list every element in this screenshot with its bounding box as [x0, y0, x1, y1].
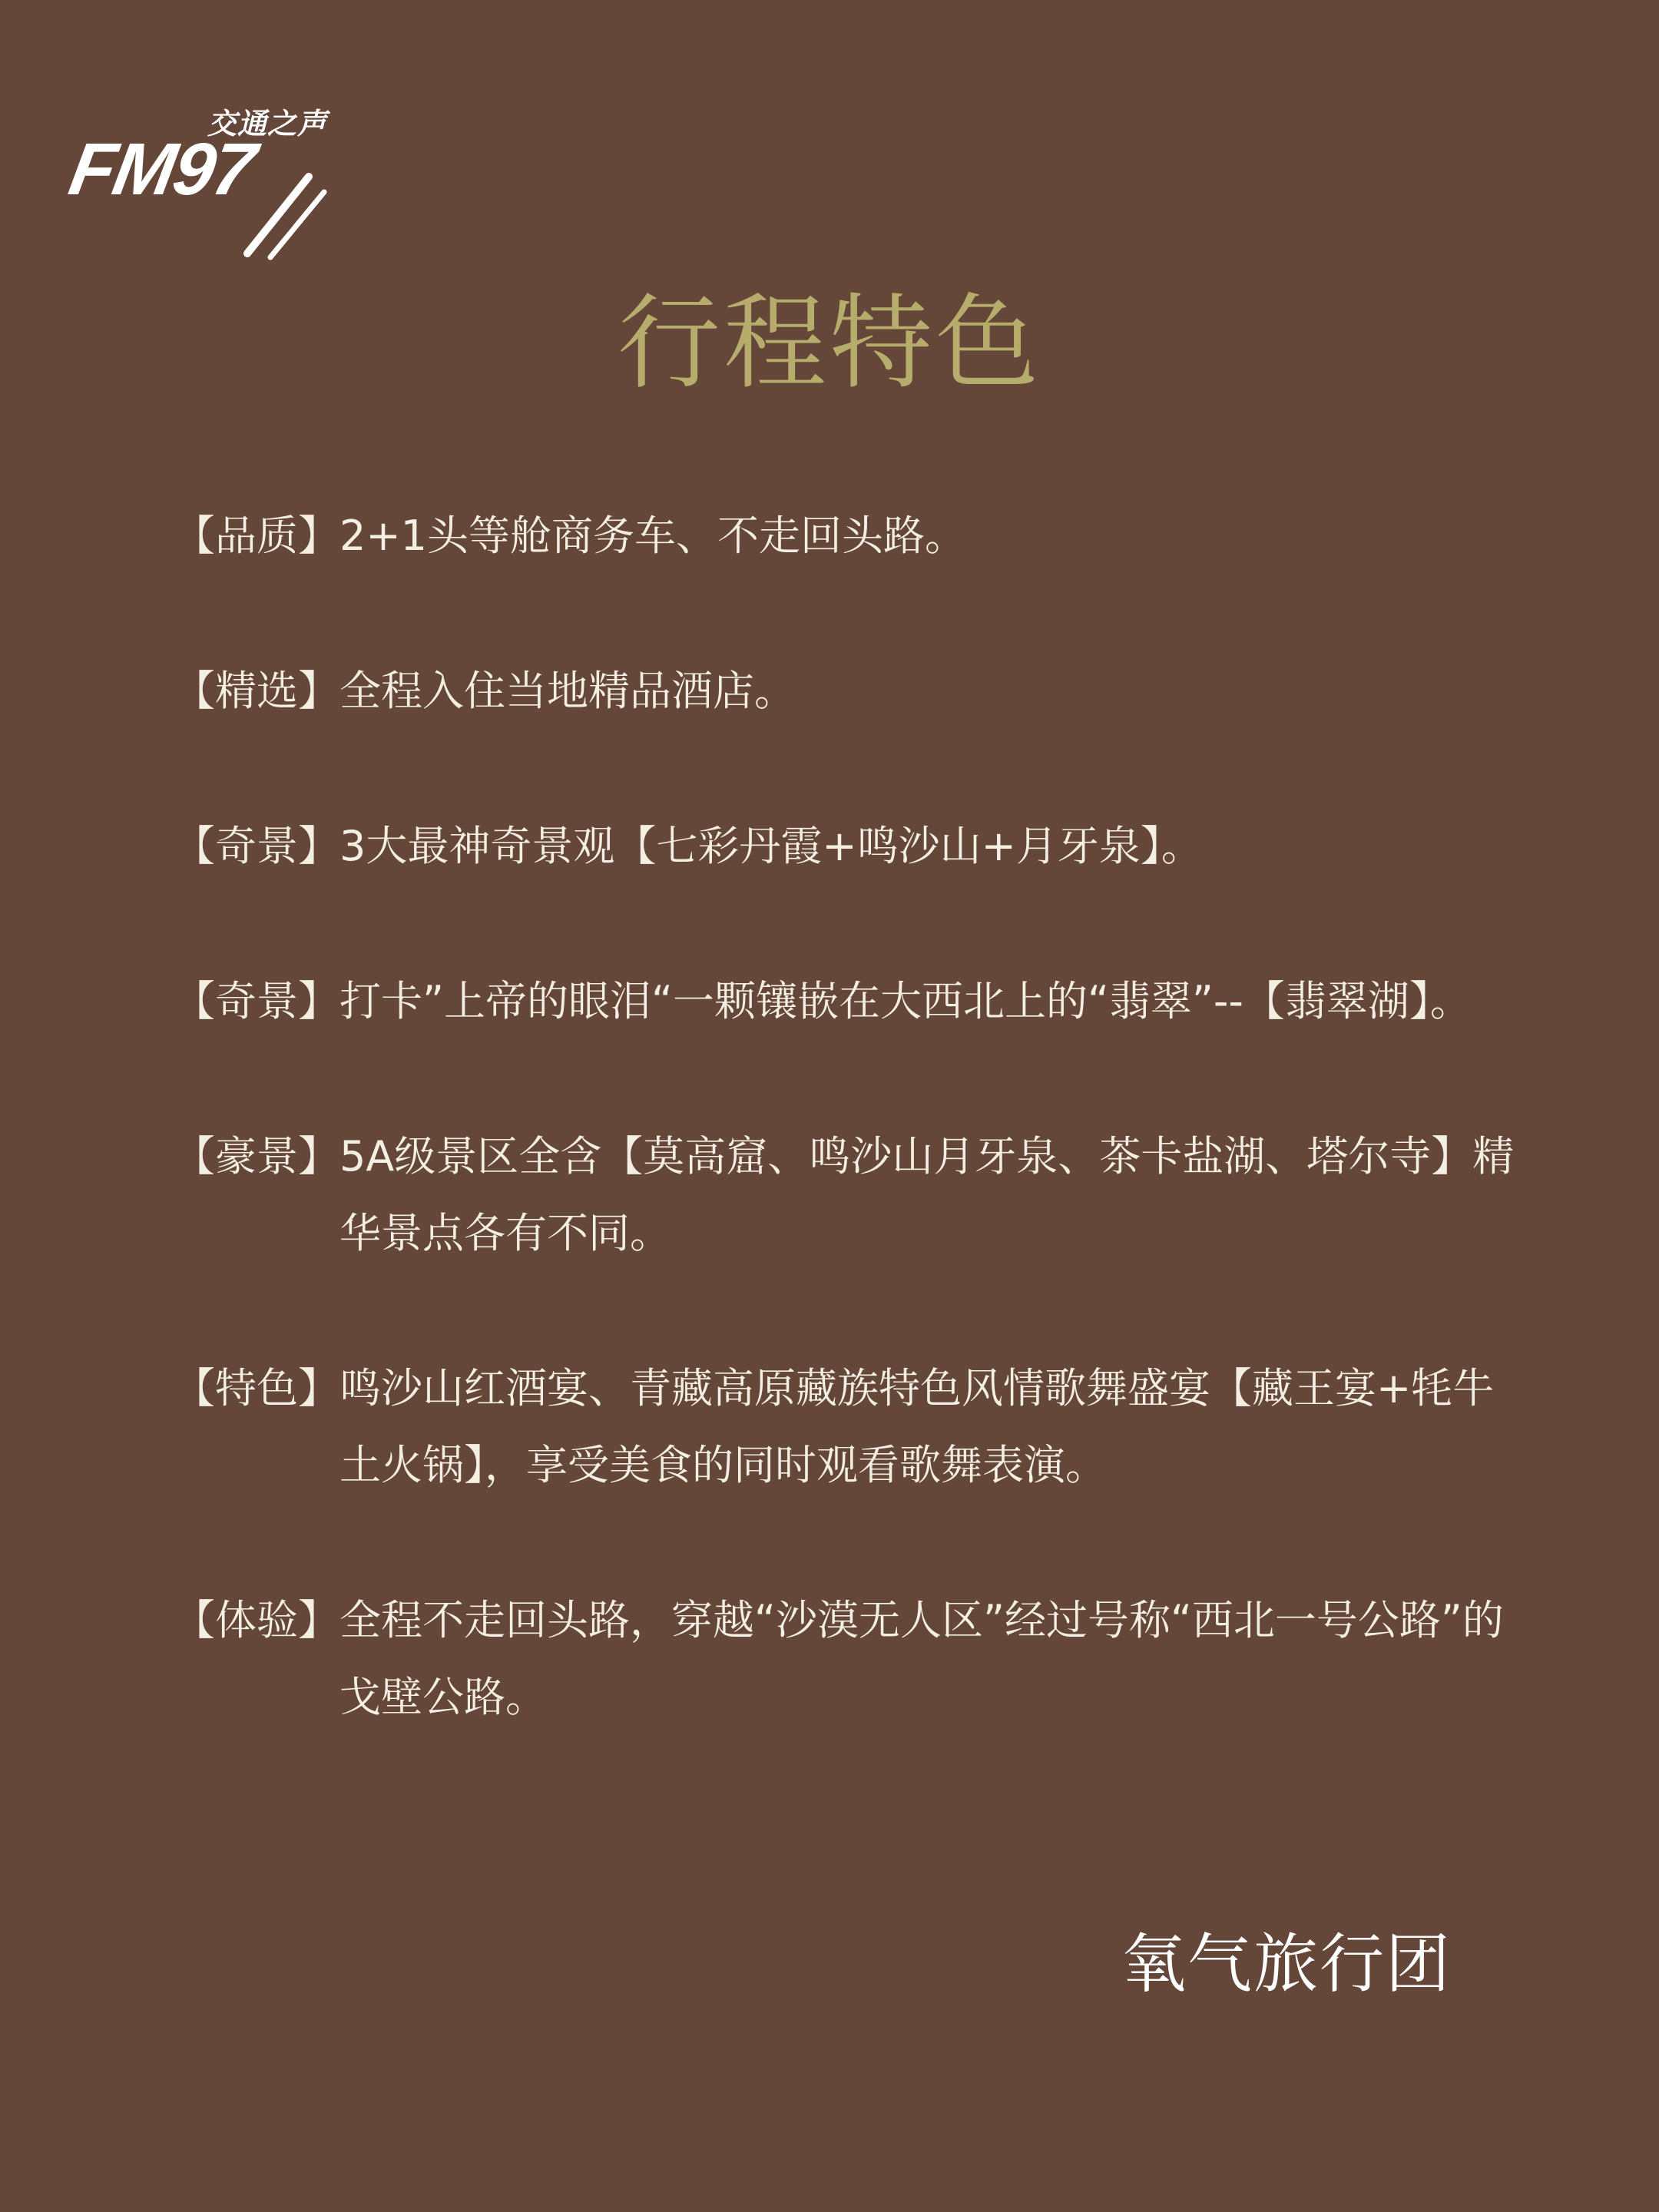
feature-text: 5A级景区全含【莫高窟、鸣沙山月牙泉、茶卡盐湖、塔尔寺】精华景点各有不同。: [339, 1132, 1515, 1257]
feature-item-quality: [174, 498, 1525, 575]
feature-list: [174, 498, 1525, 1814]
feature-tag: 【豪景】: [174, 1132, 339, 1181]
feature-text: 全程入住当地精品酒店。: [339, 667, 796, 715]
logo-wordmark: FM97: [63, 128, 260, 210]
feature-text: 打卡”上帝的眼泪“一颗镶嵌在大西北上的“翡翠”--【翡翠湖】。: [339, 977, 1472, 1025]
feature-item-emerald-lake: [174, 963, 1525, 1040]
fm97-logo-icon: [217, 146, 332, 261]
tour-group-signature: 氧气旅行团: [1121, 1926, 1452, 2002]
feature-tag: 【奇景】: [174, 822, 339, 870]
feature-text: 鸣沙山红酒宴、青藏高原藏族特色风情歌舞盛宴【藏王宴+牦牛土火锅】，享受美食的同时观看歌舞表演。: [339, 1364, 1495, 1489]
feature-item-wonder-scenery: [174, 808, 1525, 885]
logo-subtitle: 交通之声: [207, 107, 328, 141]
feature-tag: 【奇景】: [174, 977, 339, 1025]
feature-text: 全程不走回头路，穿越“沙漠无人区”经过号称“西北一号公路”的戈壁公路。: [339, 1596, 1504, 1721]
feature-item-5a-scenic: [174, 1118, 1525, 1272]
feature-tag: 【精选】: [174, 667, 339, 715]
feature-tag: 【品质】: [174, 512, 339, 560]
feature-tag: 【特色】: [174, 1364, 339, 1412]
fm97-logo: [63, 100, 332, 253]
page-title: 行程特色: [617, 283, 1041, 403]
feature-item-experience: [174, 1582, 1525, 1736]
feature-text: 3大最神奇景观【七彩丹霞+鸣沙山+月牙泉】。: [339, 822, 1203, 870]
feature-item-special-feast: [174, 1350, 1525, 1504]
feature-item-selection: [174, 653, 1525, 730]
feature-tag: 【体验】: [174, 1596, 339, 1644]
feature-text: 2+1头等舱商务车、不走回头路。: [339, 512, 966, 560]
